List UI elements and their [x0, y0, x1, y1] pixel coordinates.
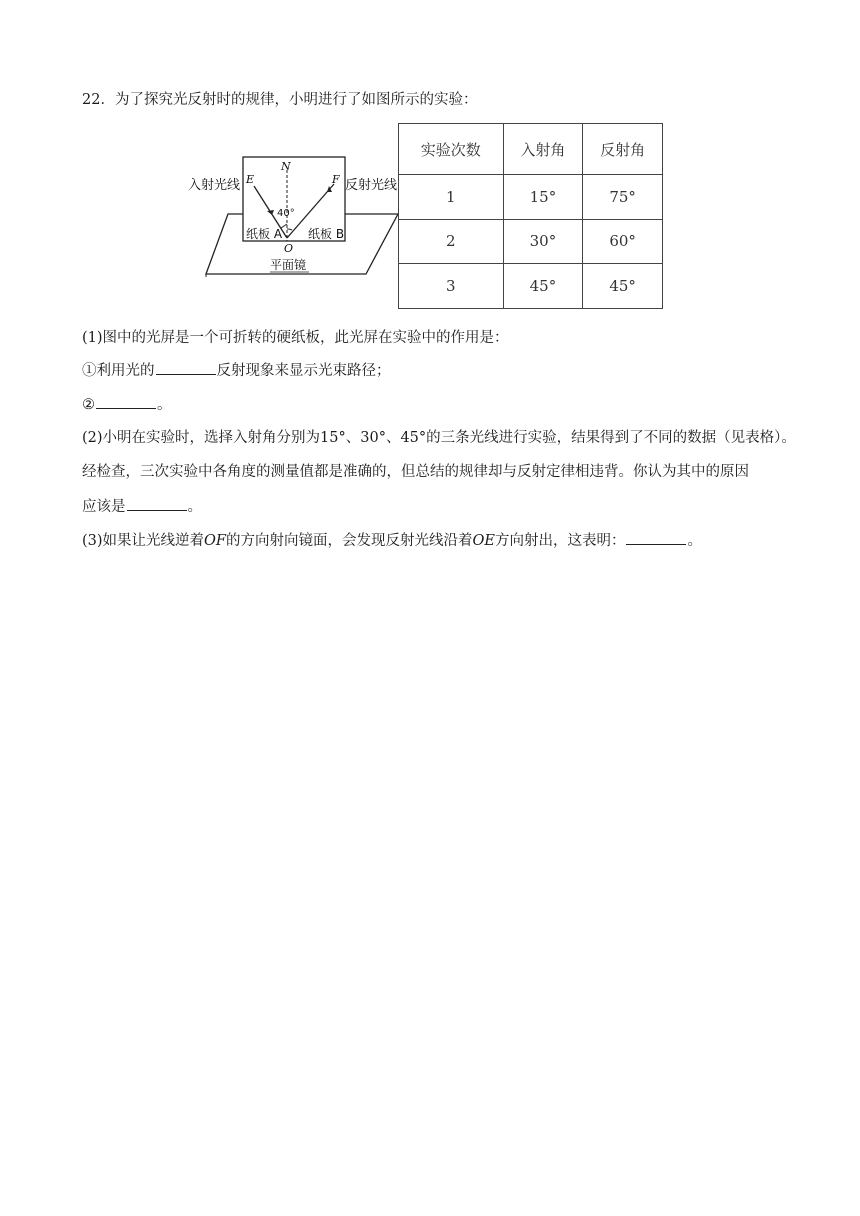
table-cell: 60° — [583, 219, 663, 264]
table-cell: 75° — [583, 175, 663, 220]
table-cell: 2 — [399, 219, 504, 264]
label-o: O — [284, 242, 294, 255]
question-title: 22．为了探究光反射时的规律，小明进行了如图所示的实验： — [82, 92, 478, 108]
part3-line: (3)如果让光线逆着OF的方向射向镜面，会发现反射光线沿着OE方向射出，这表明： 。 — [82, 530, 702, 551]
table-cell: 45° — [583, 264, 663, 309]
table-row — [399, 219, 663, 264]
data-table — [398, 123, 663, 309]
answer-blank[interactable] — [626, 530, 686, 545]
label-f: F — [332, 173, 340, 186]
part1-intro: (1)图中的光屏是一个可折转的硬纸板，此光屏在实验中的作用是： — [82, 330, 509, 346]
header-trial: 实验次数 — [399, 124, 504, 175]
reflection-experiment-diagram — [188, 152, 398, 277]
answer-blank[interactable] — [127, 496, 187, 511]
table-header-row — [399, 124, 663, 175]
header-reflection-angle: 反射角 — [583, 124, 663, 175]
header-incidence-angle: 入射角 — [503, 124, 583, 175]
table-cell: 30° — [503, 219, 583, 264]
table-cell: 1 — [399, 175, 504, 220]
part2-line3: 应该是 。 — [82, 496, 202, 517]
table-row — [399, 175, 663, 220]
label-board-b: 纸板 B — [308, 227, 345, 241]
label-board-a: 纸板 A — [246, 227, 283, 241]
label-e: E — [246, 173, 255, 186]
table-cell: 3 — [399, 264, 504, 309]
part2-line1: (2)小明在实验时，选择入射角分别为15°、30°、45°的三条光线进行实验，结果得到了不同的数据（见表格）。 — [82, 430, 796, 446]
table-row — [399, 264, 663, 309]
table-cell: 45° — [503, 264, 583, 309]
answer-blank[interactable] — [156, 360, 216, 375]
table-cell: 15° — [503, 175, 583, 220]
label-mirror: 平面镜 — [270, 258, 307, 272]
part1-item-a: ①利用光的 反射现象来显示光束路径； — [82, 360, 391, 381]
label-incident-ray: 入射光线 — [188, 178, 241, 193]
part1-item-b: ② 。 — [82, 394, 172, 415]
part2-line2: 经检查，三次实验中各角度的测量值都是准确的，但总结的规律却与反射定律相违背。你认为其中的原因 — [82, 464, 749, 480]
label-angle: 40° — [277, 208, 295, 219]
answer-blank[interactable] — [96, 394, 156, 409]
label-n: N — [281, 160, 291, 173]
label-reflected-ray: 反射光线 — [345, 178, 398, 193]
